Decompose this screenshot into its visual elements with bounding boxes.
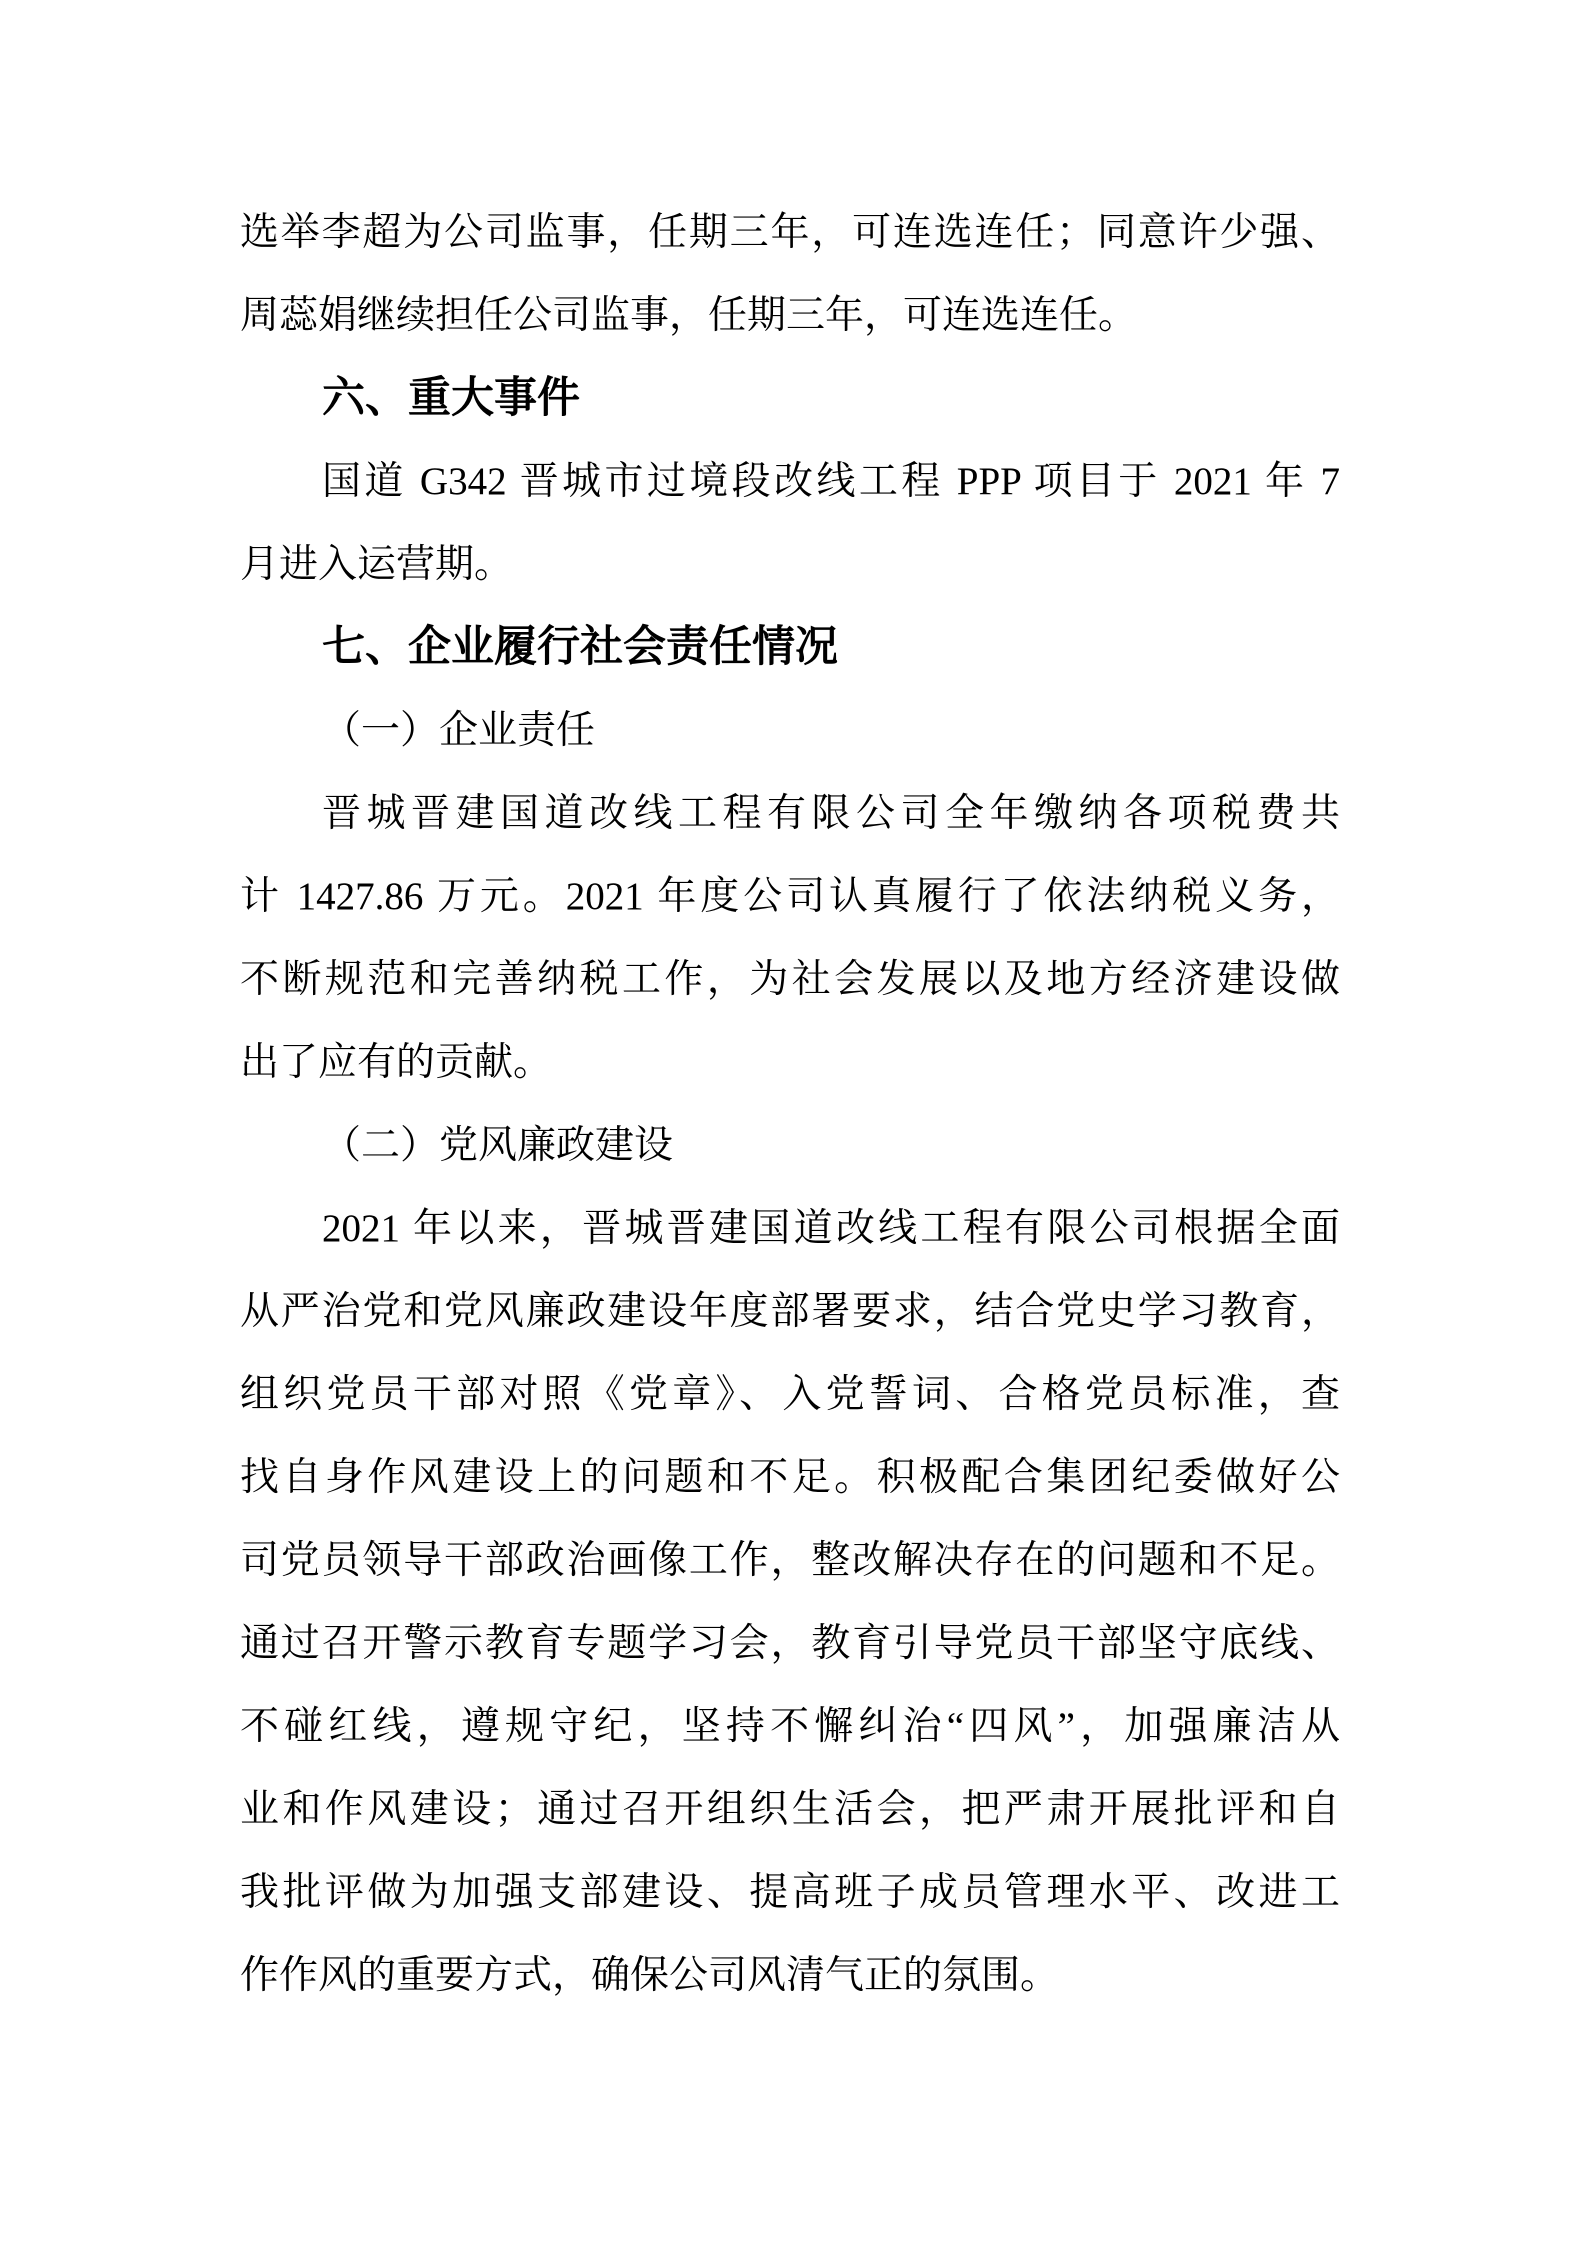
document-body [240, 191, 1340, 2017]
section-heading-line: 六、重大事件 [322, 374, 580, 422]
body-text-line: 我批评做为加强支部建设、提高班子成员管理水平、改进工 [240, 1871, 1340, 1914]
body-text-line: 晋城晋建国道改线工程有限公司全年缴纳各项税费共 [322, 792, 1340, 835]
body-text-line: 2021 年以来，晋城晋建国道改线工程有限公司根据全面 [322, 1207, 1340, 1250]
body-text-line: 作作风的重要方式，确保公司风清气正的氛围。 [240, 1954, 1060, 1997]
body-text-line: 找自身作风建设上的问题和不足。积极配合集团纪委做好公 [240, 1456, 1340, 1499]
body-text-line: 组织党员干部对照《党章》、入党誓词、合格党员标准，查 [240, 1373, 1340, 1416]
body-text-line: 周蕊娟继续担任公司监事，任期三年，可连选连任。 [240, 294, 1138, 337]
section-heading-line: 七、企业履行社会责任情况 [322, 623, 838, 671]
body-text-line: 计 1427.86 万元。2021 年度公司认真履行了依法纳税义务， [240, 875, 1340, 918]
body-text-line: 司党员领导干部政治画像工作，整改解决存在的问题和不足。 [240, 1539, 1340, 1582]
body-text-line: 业和作风建设；通过召开组织生活会，把严肃开展批评和自 [240, 1788, 1340, 1831]
body-text-line: 选举李超为公司监事，任期三年，可连选连任；同意许少强、 [240, 211, 1340, 254]
body-text-line: 从严治党和党风廉政建设年度部署要求，结合党史学习教育， [240, 1290, 1340, 1333]
body-text-line: 出了应有的贡献。 [240, 1041, 553, 1084]
body-text-line: 通过召开警示教育专题学习会，教育引导党员干部坚守底线、 [240, 1622, 1340, 1665]
body-text-line: 月进入运营期。 [240, 543, 514, 586]
body-text-line: （二）党风廉政建设 [322, 1124, 674, 1167]
body-text-line: 国道 G342 晋城市过境段改线工程 PPP 项目于 2021 年 7 [322, 460, 1340, 503]
body-text-line: （一）企业责任 [322, 709, 596, 752]
body-text-line: 不断规范和完善纳税工作，为社会发展以及地方经济建设做 [240, 958, 1340, 1001]
body-text-line: 不碰红线，遵规守纪，坚持不懈纠治“四风”，加强廉洁从 [240, 1705, 1340, 1748]
